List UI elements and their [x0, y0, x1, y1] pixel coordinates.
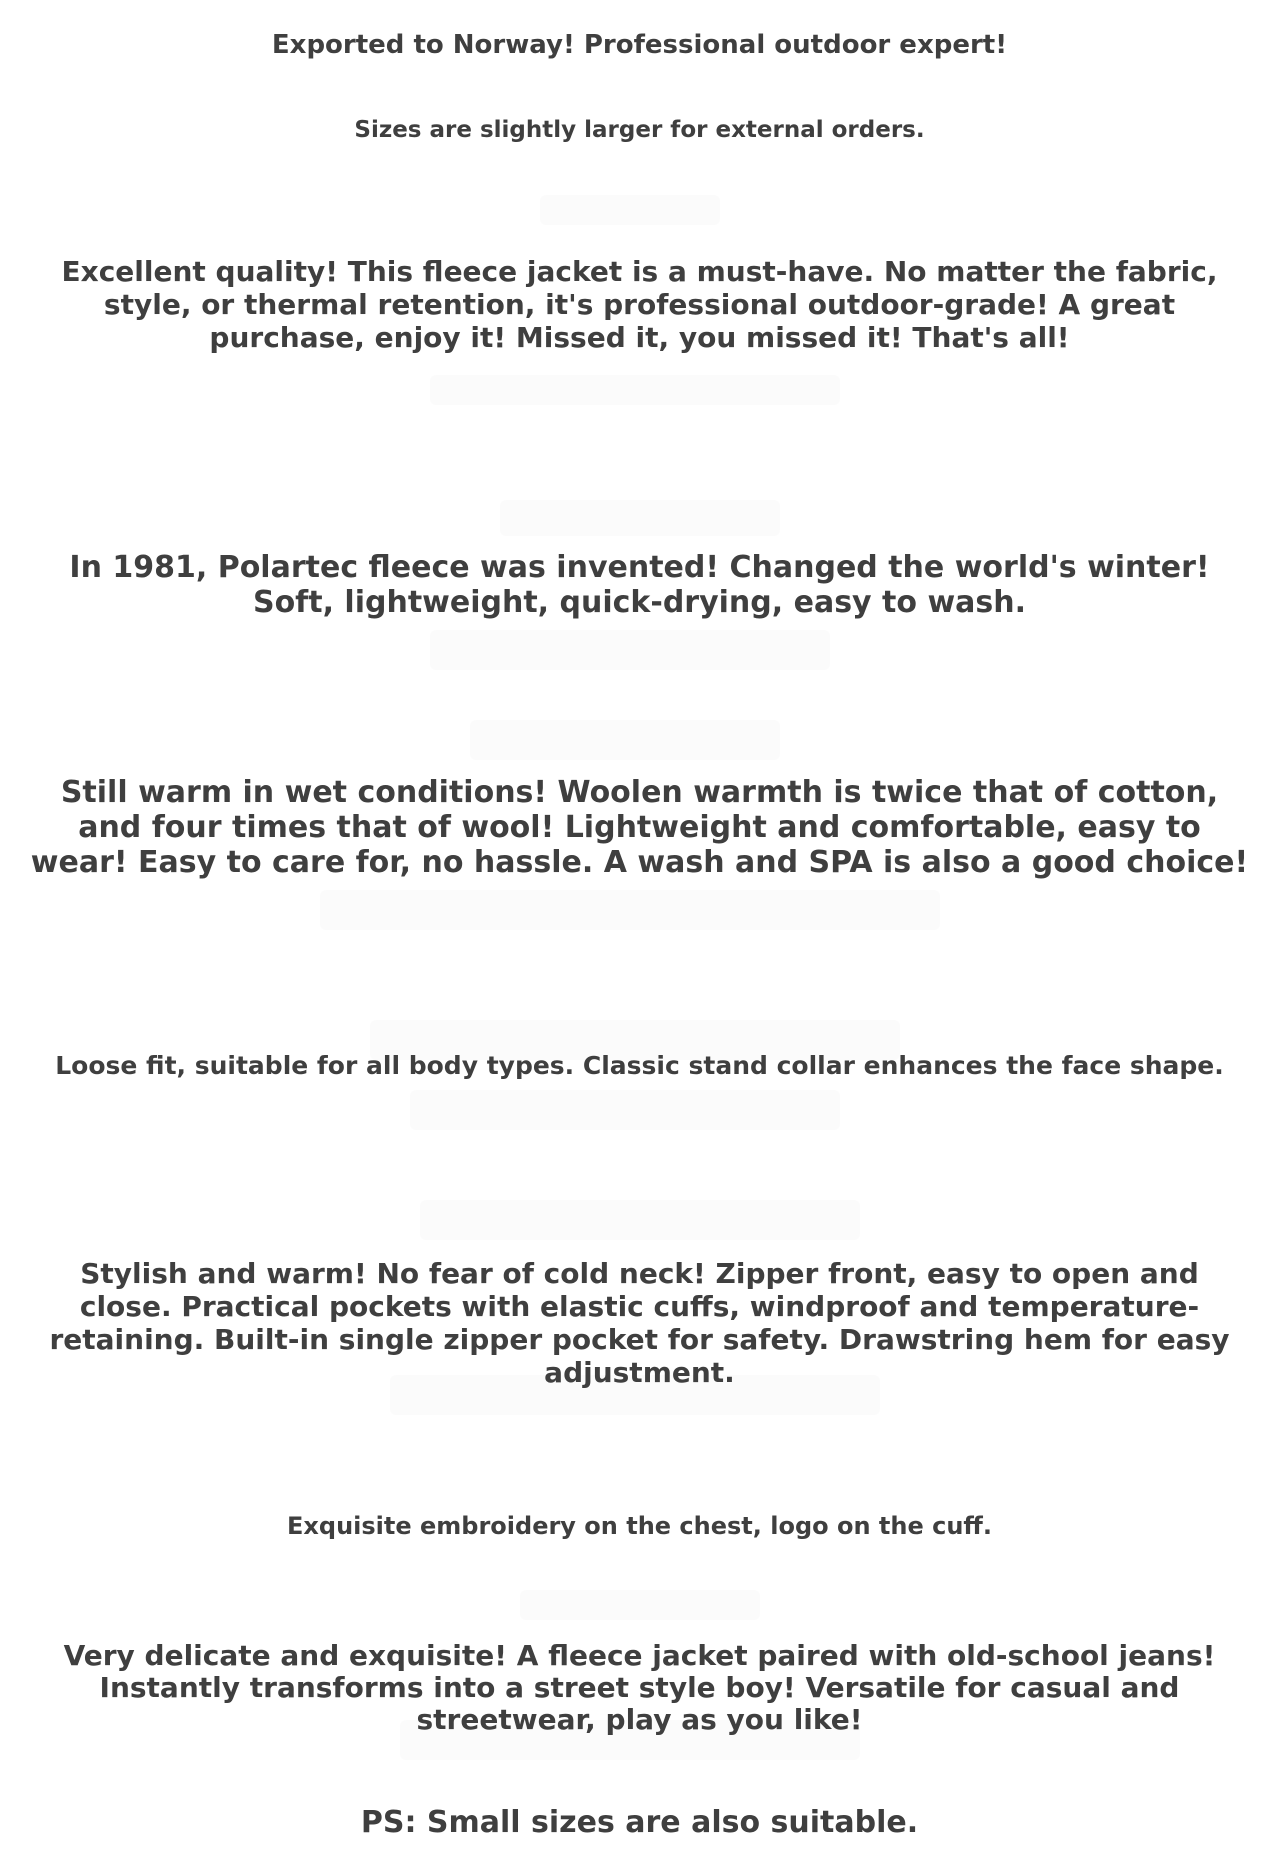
features-paragraph: Stylish and warm! No fear of cold neck! Zipper front, easy to open and close. Practical pockets with elastic cuffs, windproof and temperature-retaining. Built-in single zipper pocket for safety. Drawstring hem for easy adjustment.	[49, 1257, 1230, 1389]
quality-paragraph: Excellent quality! This fleece jacket is a must-have. No matter the fabric, style, or thermal retention, it's professional outdoor-grade! A great purchase, enjoy it! Missed it, you missed it! That's all!	[61, 255, 1218, 354]
faint-remnant	[430, 375, 840, 405]
style-paragraph: Very delicate and exquisite! A fleece jacket paired with old-school jeans! Instantly transforms into a street style boy! Versatile for casual and streetwear, play as you like!	[63, 1639, 1216, 1736]
warmth-paragraph: Still warm in wet conditions! Woolen warmth is twice that of cotton, and four times that of wool! Lightweight and comfortable, easy to wear! Easy to care for, no hassle. A wash and SPA is also a good choice!	[30, 775, 1249, 880]
ps-note: PS: Small sizes are also suitable.	[360, 1805, 919, 1840]
embroidery-paragraph: Exquisite embroidery on the chest, logo on the cuff.	[287, 1512, 992, 1540]
faint-remnant	[520, 1590, 760, 1620]
faint-remnant	[410, 1090, 840, 1130]
faint-remnant	[500, 500, 780, 536]
faint-remnant	[540, 195, 720, 225]
faint-remnant	[430, 630, 830, 670]
faint-remnant	[470, 720, 780, 760]
faint-remnant	[420, 1200, 860, 1240]
fit-paragraph: Loose fit, suitable for all body types. Classic stand collar enhances the face shape.	[55, 1051, 1224, 1080]
headline-exported: Exported to Norway! Professional outdoor expert!	[271, 30, 1008, 60]
size-note: Sizes are slightly larger for external orders.	[354, 117, 925, 143]
faint-remnant	[320, 890, 940, 930]
polartec-paragraph: In 1981, Polartec fleece was invented! Changed the world's winter! Soft, lightweight, quick-drying, easy to wash.	[69, 550, 1210, 620]
